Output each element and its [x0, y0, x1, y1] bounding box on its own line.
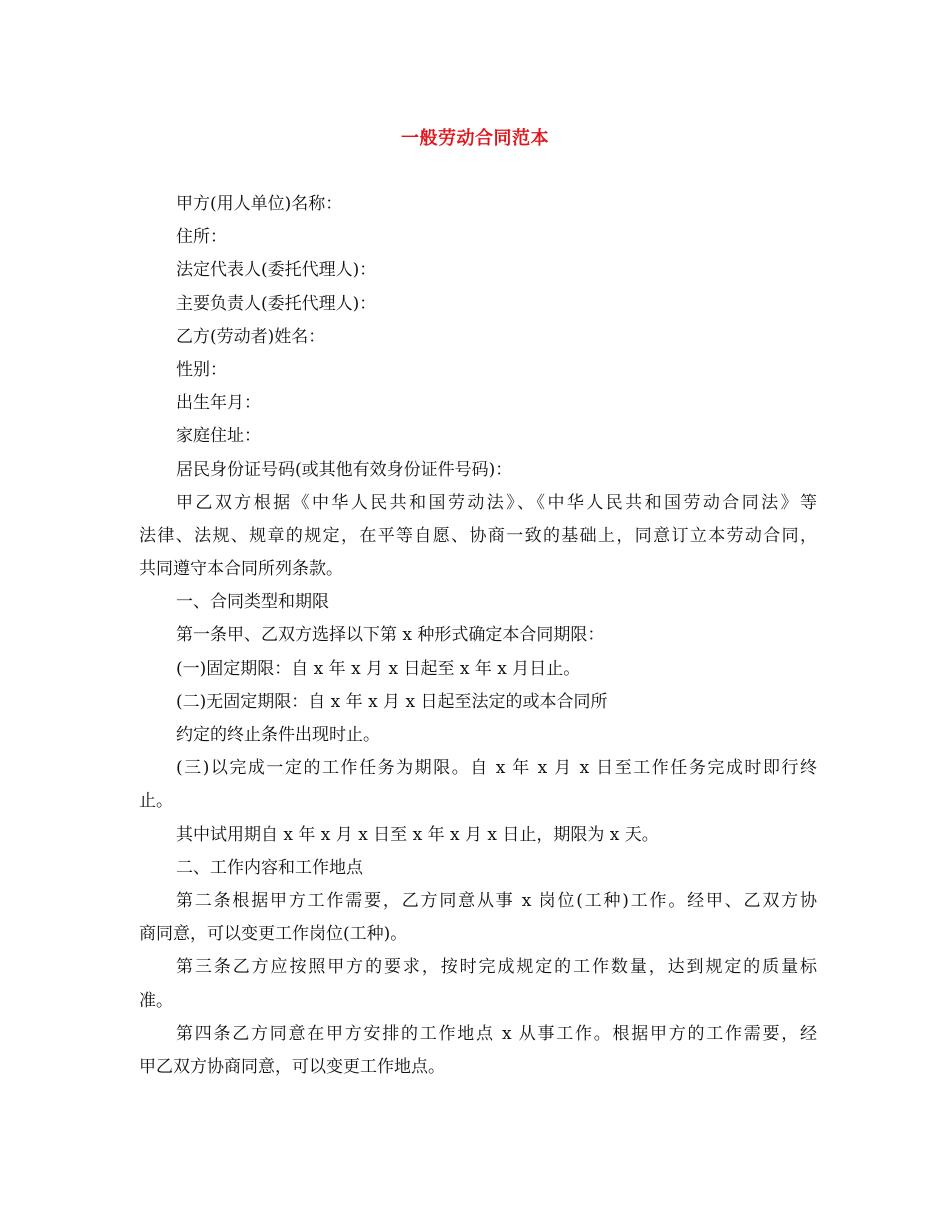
- document-line: 法律、法规、规章的规定，在平等自愿、协商一致的基础上，同意订立本劳动合同，: [139, 525, 817, 546]
- document-line: 二、工作内容和工作地点: [176, 857, 363, 878]
- document-line: 第三条乙方应按照甲方的要求，按时完成规定的工作数量，达到规定的质量标: [176, 957, 817, 978]
- document-line: 性别：: [176, 359, 227, 380]
- document-line: 止。: [139, 791, 173, 812]
- document-line: 第二条根据甲方工作需要，乙方同意从事 x 岗位(工种)工作。经甲、乙双方协: [176, 890, 817, 911]
- document-line: 甲方(用人单位)名称：: [176, 194, 343, 214]
- document-line: 共同遵守本合同所列条款。: [139, 559, 343, 580]
- document-line: 住所：: [176, 227, 227, 248]
- document-line: 家庭住址：: [176, 426, 261, 447]
- document-line: 一、合同类型和期限: [176, 592, 329, 613]
- document-line: 甲乙双方协商同意，可以变更工作地点。: [139, 1056, 445, 1077]
- document-line: 准。: [139, 990, 173, 1011]
- document-line: 商同意，可以变更工作岗位(工种)。: [139, 924, 408, 945]
- document-line: 甲乙双方根据《中华人民共和国劳动法》、《中华人民共和国劳动合同法》等: [176, 492, 817, 513]
- document-line: 居民身份证号码(或其他有效身份证件号码)：: [176, 459, 513, 480]
- document-line: (二)无固定期限：自 x 年 x 月 x 日起至法定的或本合同所: [176, 691, 608, 712]
- document-line: 出生年月：: [176, 393, 261, 414]
- document-line: 第四条乙方同意在甲方安排的工作地点 x 从事工作。根据甲方的工作需要，经: [176, 1023, 817, 1044]
- document-line: 法定代表人(委托代理人)：: [176, 260, 377, 281]
- document-line: 约定的终止条件出现时止。: [176, 725, 380, 745]
- document-body: [139, 188, 817, 1084]
- document-line: 其中试用期自 x 年 x 月 x 日至 x 年 x 月 x 日止，期限为 x 天。: [176, 824, 659, 845]
- document-line: 主要负责人(委托代理人)：: [176, 293, 377, 314]
- document-line: (三)以完成一定的工作任务为期限。自 x 年 x 月 x 日至工作任务完成时即行终: [176, 758, 817, 779]
- document-line: (一)固定期限：自 x 年 x 月 x 日起至 x 年 x 月日止。: [176, 658, 581, 679]
- document-title: 一般劳动合同范本: [401, 128, 549, 149]
- document-line: 第一条甲、乙双方选择以下第 x 种形式确定本合同期限：: [176, 625, 605, 646]
- document-line: 乙方(劳动者)姓名：: [176, 326, 326, 347]
